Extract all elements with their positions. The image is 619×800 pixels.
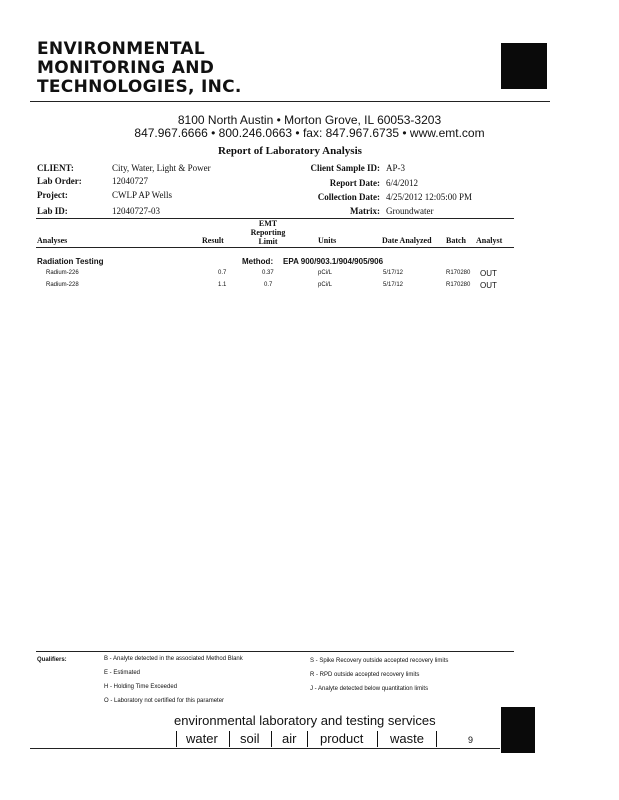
tab-product: product <box>320 731 364 746</box>
col-rl-line3: Limit <box>258 237 278 246</box>
qualifier-item: H - Holding Time Exceeded <box>104 684 178 690</box>
company-name-line1: ENVIRONMENTAL <box>37 39 206 59</box>
lab-order-value: 12040727 <box>112 176 148 186</box>
col-date-analyzed: Date Analyzed <box>382 236 432 245</box>
col-result: Result <box>202 236 224 245</box>
lab-order-label: Lab Order: <box>37 176 82 186</box>
company-name-line3: TECHNOLOGIES, INC. <box>37 77 242 97</box>
row-units: pCi/L <box>318 282 333 288</box>
company-name-line2: MONITORING AND <box>37 58 215 78</box>
collection-date-value: 4/25/2012 12:05:00 PM <box>386 192 473 202</box>
row-analyte: Radium-228 <box>46 282 79 288</box>
row-limit: 0.7 <box>264 282 273 288</box>
tab-separator <box>307 731 308 747</box>
qualifiers-label: Qualifiers: <box>37 657 67 663</box>
tab-separator <box>271 731 272 747</box>
contact-line: 847.967.6666 • 800.246.0663 • fax: 847.967.6735 • www.emt.com <box>134 126 485 140</box>
qualifier-item: B - Analyte detected in the associated Method Blank <box>104 656 243 662</box>
page-number: 9 <box>468 735 474 745</box>
collection-date-label: Collection Date: <box>317 192 380 202</box>
row-units: pCi/L <box>318 270 333 276</box>
corner-block-bottom <box>501 707 535 753</box>
col-analyst: Analyst <box>476 236 503 245</box>
tab-separator <box>229 731 230 747</box>
qualifier-item: E - Estimated <box>104 670 141 676</box>
table-header-divider <box>36 247 514 248</box>
col-rl-line2: Reporting <box>250 228 286 237</box>
address-line: 8100 North Austin • Morton Grove, IL 60053-3203 <box>177 113 442 127</box>
row-limit: 0.37 <box>262 270 274 276</box>
row-result: 0.7 <box>218 270 227 276</box>
client-value: City, Water, Light & Power <box>112 163 211 173</box>
qualifier-item: O - Laboratory not certified for this parameter <box>104 698 225 704</box>
client-sample-label: Client Sample ID: <box>310 163 380 173</box>
col-batch: Batch <box>446 236 466 245</box>
report-date-label: Report Date: <box>329 178 380 188</box>
col-analyses: Analyses <box>37 236 68 245</box>
qualifier-item: R - RPD outside accepted recovery limits <box>310 672 420 678</box>
matrix-value: Groundwater <box>386 206 434 216</box>
row-date: 5/17/12 <box>383 270 404 276</box>
row-date: 5/17/12 <box>383 282 404 288</box>
row-analyst: OUT <box>480 269 497 278</box>
tab-separator <box>176 731 177 747</box>
corner-block-top <box>501 43 547 89</box>
lab-id-value: 12040727-03 <box>112 206 160 216</box>
tab-water: water <box>186 731 218 746</box>
col-reporting-limit <box>240 219 296 246</box>
row-result: 1.1 <box>218 282 227 288</box>
qualifier-item: J - Analyte detected below quantitation limits <box>310 686 429 692</box>
row-batch: R170280 <box>446 282 471 288</box>
report-title: Report of Laboratory Analysis <box>218 145 362 157</box>
tab-air: air <box>282 731 297 746</box>
project-label: Project: <box>37 190 68 200</box>
header-divider <box>30 101 550 102</box>
col-rl-line1: EMT <box>258 219 278 228</box>
tab-soil: soil <box>240 731 260 746</box>
services-tagline: environmental laboratory and testing services <box>174 713 436 728</box>
lab-id-label: Lab ID: <box>37 206 68 216</box>
footer-baseline <box>30 748 500 749</box>
qualifier-item: S - Spike Recovery outside accepted recovery limits <box>310 658 449 664</box>
tab-separator <box>377 731 378 747</box>
company-name <box>37 40 242 97</box>
qualifiers-divider <box>36 651 514 652</box>
project-value: CWLP AP Wells <box>112 190 172 200</box>
col-units: Units <box>318 236 337 245</box>
table-row <box>0 282 619 291</box>
row-batch: R170280 <box>446 270 471 276</box>
matrix-label: Matrix: <box>350 206 380 216</box>
tab-waste: waste <box>390 731 424 746</box>
tab-separator <box>436 731 437 747</box>
row-analyst: OUT <box>480 281 497 290</box>
client-sample-value: AP-3 <box>386 163 406 173</box>
section-title: Radiation Testing <box>37 257 104 266</box>
report-date-value: 6/4/2012 <box>386 178 419 188</box>
method-value: EPA 900/903.1/904/905/906 <box>283 257 384 266</box>
table-row <box>0 270 619 279</box>
row-analyte: Radium-226 <box>46 270 79 276</box>
client-label: CLIENT: <box>37 163 74 173</box>
method-label: Method: <box>242 257 274 266</box>
